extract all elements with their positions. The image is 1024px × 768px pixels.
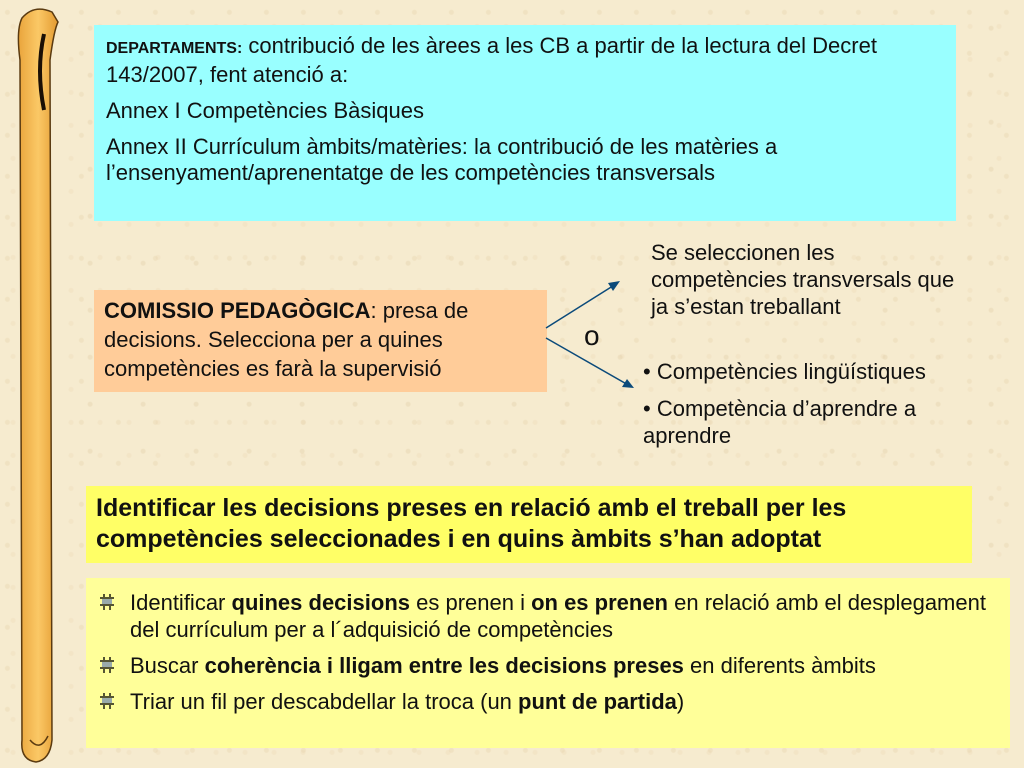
- list-item: Buscar coherència i lligam entre les decisions preses en diferents àmbits: [130, 652, 998, 679]
- annex-1: Annex I Competències Bàsiques: [106, 98, 424, 123]
- bullet-icon: [98, 593, 116, 611]
- departaments-intro: contribució de les àrees a les CB a partir de la lectura del Decret 143/2007, fent atenció a:: [106, 33, 877, 87]
- list-item: Triar un fil per descabdellar la troca (un punt de partida): [130, 688, 998, 715]
- option-item: • Competències lingüístiques: [643, 359, 926, 384]
- branch-arrows: [540, 270, 660, 400]
- annex-2: Annex II Currículum àmbits/matèries: la contribució de les matèries a l’ensenyament/aprenentatge de les competències transversals: [106, 134, 778, 185]
- option-item: • Competència d’aprendre a aprendre: [643, 396, 917, 448]
- departaments-label: DEPARTAMENTS:: [106, 40, 243, 57]
- identificar-heading: Identificar les decisions preses en relació amb el treball per les competències seleccionades i en quins àmbits s’han adoptat: [86, 486, 972, 563]
- option-selected-competencies: Se seleccionen les competències transversals que ja s’estan treballant: [651, 240, 955, 319]
- or-label: o: [584, 320, 600, 351]
- comissio-text: : presa de decisions. Selecciona per a quines competències es farà la supervisió: [104, 298, 469, 381]
- bullet-icon: [98, 692, 116, 710]
- bullet-icon: [98, 656, 116, 674]
- option-competencies-list: [643, 358, 983, 459]
- comissio-box: [94, 290, 547, 392]
- list-item: Identificar quines decisions es prenen i on es prenen en relació amb el desplegament del currículum per a l´adquisició de competències: [130, 589, 998, 643]
- departaments-box: [94, 25, 956, 221]
- comissio-label: COMISSIO PEDAGÒGICA: [104, 298, 371, 323]
- scroll-decoration: [0, 0, 80, 768]
- bullet-list: [86, 578, 1010, 748]
